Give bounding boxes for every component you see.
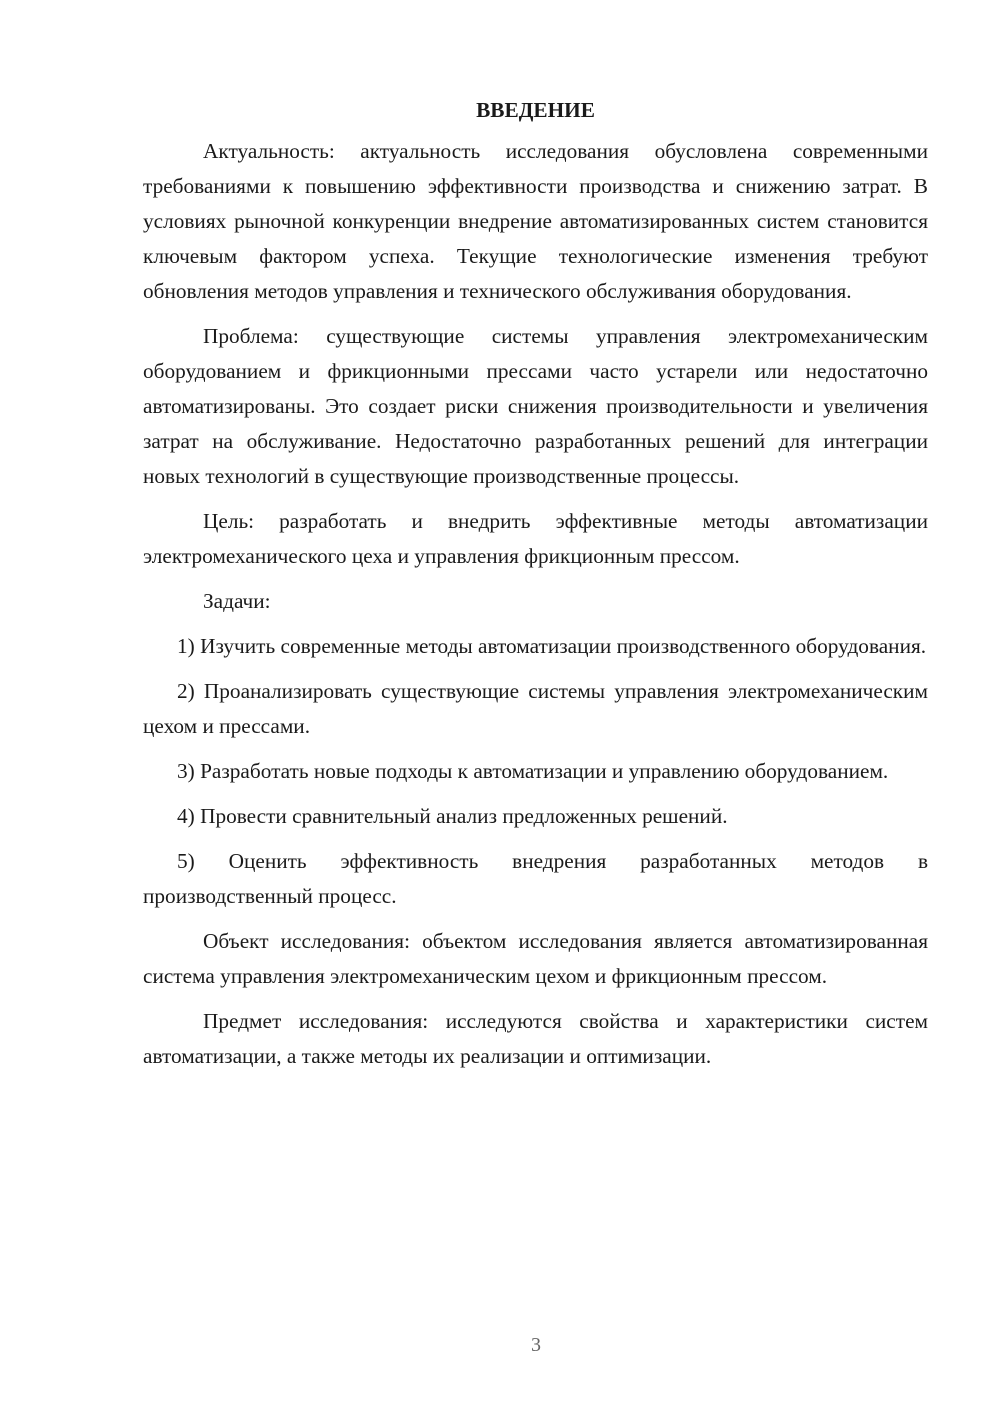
page-number: 3 bbox=[531, 1334, 541, 1356]
paragraph-subject: Предмет исследования: исследуются свойства и характеристики систем автоматизации, а также методы их реализации и оптимизации. bbox=[143, 1009, 928, 1068]
page-title: ВВЕДЕНИЕ bbox=[476, 98, 595, 122]
list-item: 3) Разработать новые подходы к автоматизации и управлению оборудованием. bbox=[177, 759, 889, 783]
paragraph-object: Объект исследования: объектом исследования является автоматизированная система управления электромеханическим цехом и фрикционным прессом. bbox=[143, 929, 928, 988]
list-item: 5) Оценить эффективность внедрения разработанных методов в производственный процесс. bbox=[143, 849, 928, 908]
document-page bbox=[143, 92, 928, 1084]
paragraph-goal: Цель: разработать и внедрить эффективные методы автоматизации электромеханического цеха и управления фрикционным прессом. bbox=[143, 509, 928, 568]
list-item: 1) Изучить современные методы автоматизации производственного оборудования. bbox=[177, 634, 927, 658]
list-item: 4) Провести сравнительный анализ предложенных решений. bbox=[177, 804, 728, 828]
list-item: 2) Проанализировать существующие системы управления электромеханическим цехом и прессами. bbox=[143, 679, 928, 738]
paragraph-relevance: Актуальность: актуальность исследования обусловлена современными требованиями к повышению эффективности производства и снижению затрат. В условиях рыночной конкуренции внедрение автоматизированных систем становится ключевым фактором успеха. Текущие технологические изменения требуют обновления методов управления и технического обслуживания оборудования. bbox=[143, 139, 928, 303]
tasks-list bbox=[143, 629, 928, 914]
paragraph-problem: Проблема: существующие системы управления электромеханическим оборудованием и фрикционными прессами часто устарели или недостаточно автоматизированы. Это создает риски снижения производительности и увеличения затрат на обслуживание. Недостаточно разработанных решений для интеграции новых технологий в существующие производственные процессы. bbox=[143, 324, 928, 488]
tasks-label: Задачи: bbox=[203, 589, 271, 613]
